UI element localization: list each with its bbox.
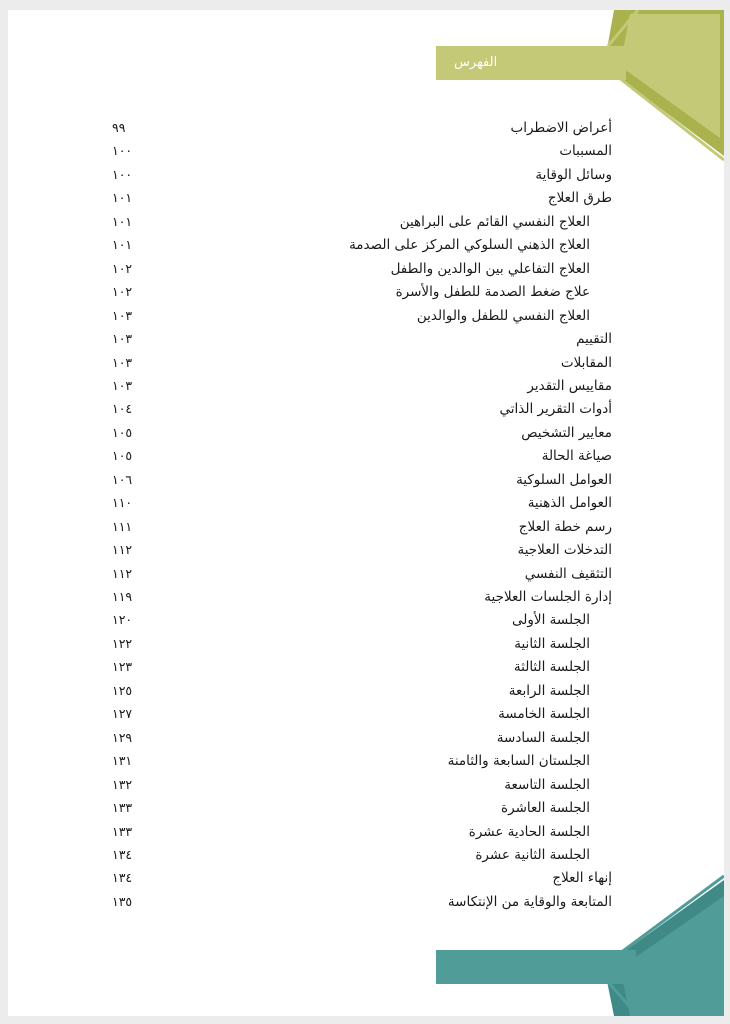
toc-entry-title: المسببات [559, 143, 612, 160]
toc-entry-title: العلاج الذهني السلوكي المركز على الصدمة [349, 237, 590, 254]
page-title: الفهرس [454, 55, 498, 70]
toc-entry-title: التدخلات العلاجية [517, 542, 612, 559]
toc-entry-title: الجلستان السابعة والثامنة [447, 753, 590, 770]
toc-entry-title: المقابلات [560, 354, 612, 371]
toc-entry-page-number: ١٠١ [112, 190, 133, 206]
toc-entry [8, 261, 724, 283]
toc-entry [8, 472, 724, 494]
toc-entry [8, 894, 724, 916]
toc-entry-title: العلاج التفاعلي بين الوالدين والطفل [390, 260, 590, 277]
toc-entry-title: إدارة الجلسات العلاجية [484, 589, 612, 605]
toc-entry-title: العوامل السلوكية [516, 471, 612, 488]
toc-entry-page-number: ١٠٣ [112, 331, 133, 347]
toc-entry [8, 495, 724, 517]
toc-entry-title: رسم خطة العلاج [518, 518, 612, 535]
toc-entry [8, 120, 724, 142]
toc-entry-title: الجلسة الثانية [514, 635, 590, 652]
toc-entry [8, 612, 724, 634]
toc-entry-page-number: ١٣٥ [112, 893, 133, 909]
toc-entry [8, 870, 724, 892]
toc-entry [8, 448, 724, 470]
toc-entry [8, 753, 724, 775]
toc-entry [8, 143, 724, 165]
toc-entry [8, 659, 724, 681]
toc-entry [8, 401, 724, 423]
toc-entry-page-number: ١٣١ [112, 753, 133, 769]
toc-entry-title: مقاييس التقدير [527, 377, 612, 394]
toc-entry [8, 519, 724, 541]
toc-entry-page-number: ١١٢ [112, 565, 133, 581]
toc-entry-page-number: ٩٩ [112, 120, 126, 135]
toc-entry-page-number: ١٢٣ [112, 659, 133, 675]
toc-entry [8, 331, 724, 353]
toc-entry-title: العلاج النفسي القائم على البراهين [399, 213, 590, 230]
toc-entry-title: معايير التشخيص [521, 424, 612, 441]
toc-entry-page-number: ١٢٥ [112, 682, 133, 698]
toc-entry [8, 308, 724, 330]
toc-entry [8, 167, 724, 189]
toc-entry-title: العوامل الذهنية [527, 495, 612, 512]
toc-entry [8, 824, 724, 846]
toc-entry-page-number: ١٠٠ [112, 143, 133, 159]
toc-entry-page-number: ١١٩ [112, 589, 133, 604]
toc-entry-title: الجلسة الثالثة [513, 659, 590, 676]
toc-entry-title: وسائل الوقاية [535, 166, 612, 183]
toc-entry-title: الجلسة الحادية عشرة [468, 823, 590, 840]
toc-entry-page-number: ١٢٧ [112, 706, 133, 722]
toc-entry-title: إنهاء العلاج [552, 870, 612, 887]
toc-entry-title: الجلسة الرابعة [508, 682, 590, 699]
toc-entry-title: أعراض الاضطراب [510, 120, 612, 136]
toc-entry-page-number: ١٣٤ [112, 846, 133, 862]
toc-entry-page-number: ١٠٦ [112, 471, 133, 487]
toc-entry [8, 284, 724, 306]
toc-entry-page-number: ١٠٣ [112, 354, 133, 370]
toc-entry [8, 190, 724, 212]
toc-entry-page-number: ١٠٥ [112, 424, 133, 440]
toc-entry [8, 542, 724, 564]
toc-entry [8, 589, 724, 611]
toc-entry [8, 237, 724, 259]
toc-entry-page-number: ١٠٣ [112, 377, 133, 393]
toc-entry-title: التثقيف النفسي [524, 565, 612, 582]
toc-entry-page-number: ١٠٢ [112, 260, 133, 276]
toc-entry-title: الجلسة الخامسة [498, 706, 590, 723]
toc-entry-page-number: ١٠١ [112, 213, 133, 229]
toc-entry [8, 636, 724, 658]
toc-entry-page-number: ١٠٠ [112, 166, 133, 182]
toc-entry-title: التقييم [576, 331, 612, 348]
toc-entry-page-number: ١٢٢ [112, 635, 133, 651]
toc-entry-title: العلاج النفسي للطفل والوالدين [416, 307, 590, 324]
toc-entry [8, 378, 724, 400]
toc-entry-page-number: ١٠٥ [112, 448, 133, 464]
document-page [8, 10, 724, 1016]
toc-entry-title: علاج ضغط الصدمة للطفل والأسرة [395, 284, 590, 301]
toc-entry-title: طرق العلاج [547, 190, 612, 207]
toc-entry [8, 355, 724, 377]
toc-entry-title: الجلسة الأولى [512, 612, 590, 629]
toc-entry-page-number: ١٣٤ [112, 870, 133, 886]
toc-entry-title: أدوات التقرير الذاتي [499, 401, 612, 418]
toc-entry-title: الجلسة الثانية عشرة [475, 846, 590, 863]
toc-entry-page-number: ١١١ [112, 518, 133, 534]
toc-entry [8, 683, 724, 705]
toc-entry-page-number: ١١٢ [112, 542, 133, 558]
toc-entry-page-number: ١٣٣ [112, 800, 133, 816]
toc-entry-title: الجلسة التاسعة [504, 776, 590, 793]
toc-entry [8, 214, 724, 236]
toc-entry-page-number: ١٣٢ [112, 776, 133, 792]
toc-entry [8, 800, 724, 822]
toc-entry [8, 425, 724, 447]
toc-entry-title: الجلسة العاشرة [501, 800, 590, 817]
toc-entry-page-number: ١٢٩ [112, 729, 133, 745]
toc-entry-title: صياغة الحالة [541, 448, 612, 465]
toc-entry [8, 777, 724, 799]
toc-entry-page-number: ١٠٣ [112, 307, 133, 323]
toc-entry [8, 706, 724, 728]
footer-band [436, 950, 636, 984]
toc-entry [8, 847, 724, 869]
toc-entry-page-number: ١٠٤ [112, 401, 133, 417]
toc-entry-page-number: ١٠٢ [112, 284, 133, 300]
toc-entry-title: المتابعة والوقاية من الإنتكاسة [447, 893, 612, 910]
toc-entry-title: الجلسة السادسة [496, 729, 590, 746]
toc-entry-page-number: ١٢٠ [112, 612, 133, 628]
toc-entry-page-number: ١٣٣ [112, 823, 133, 839]
toc-entry [8, 566, 724, 588]
toc-entry-page-number: ١١٠ [112, 495, 133, 511]
toc-entry-page-number: ١٠١ [112, 237, 133, 253]
toc-entry [8, 730, 724, 752]
